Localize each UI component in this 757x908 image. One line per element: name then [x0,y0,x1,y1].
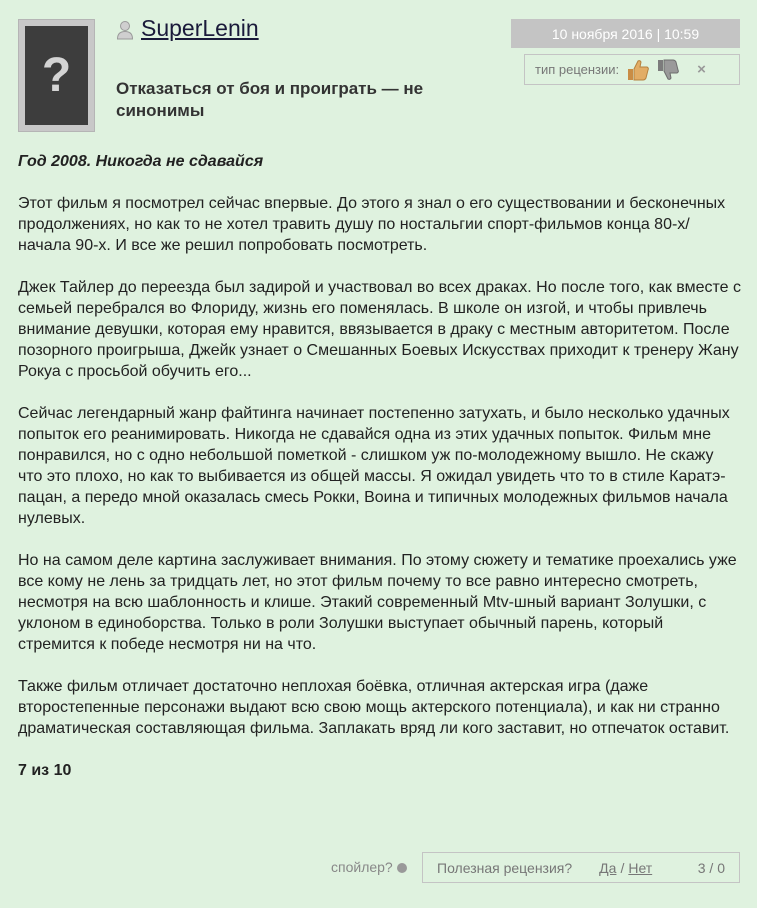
user-icon [116,20,134,40]
useful-question: Полезная рецензия? [437,859,573,876]
vote-no-link[interactable]: Нет [628,859,653,876]
vote-separator: / [620,859,625,876]
spoiler-toggle[interactable] [331,859,407,875]
thumbs-up-icon[interactable] [625,58,651,82]
review-heading: Год 2008. Никогда не сдавайся [18,153,264,170]
review-paragraph: Джек Тайлер до переезда был задирой и участвовал во всех драках. Но после того, как вместе с семьей перебрался во Флориду, жизнь его поменялась. В школе он изгой, и чтобы привлечь внимание девушки, которая ему нравится, ввязывается в драку с местным авторитетом. После позорного проигрыша, Джейк узнает о Смешанных Боевых Искусствах приходит к тренеру Жану Рокуа с просьбой обучить его... [18,279,742,380]
vote-count: 3 / 0 [697,859,725,876]
review-paragraph: Сейчас легендарный жанр файтинга начинает постепенно затухать, и было несколько удачных попыток его реанимировать. Никогда не сдавайся одна из этих удачных попыток. Фильм мне понравился, но с одно небольшой пометкой - слишком уж по-молодежному вышло. Не скажу что это плохо, но как то выбивается из общей массы. Я ожидал увидеть что то в стиле Каратэ-пацан, а передо мной оказалась смесь Рокки, Воина и типичных молодежных фильмов начала нулевых. [18,405,730,527]
review-title: Отказаться от боя и проиграть — не синонимы [116,79,424,120]
review-type-box [524,54,740,85]
review-type-label: тип рецензии: [535,62,620,77]
spoiler-dot-icon [397,863,407,873]
review-body [18,151,742,802]
spoiler-label: спойлер? [331,859,393,875]
review-date: 10 ноября 2016 | 10:59 [511,19,740,48]
useful-review-box [422,852,740,883]
author-username-link[interactable]: SuperLenin [141,15,259,41]
avatar[interactable] [18,19,95,132]
review-paragraph: Но на самом деле картина заслуживает внимания. По этому сюжету и тематике проехались уже все кому не лень за тридцать лет, но этот фильм почему то все равно интересно смотреть, несмотря на всю шаблонность и клише. Этакий современный Mtv-шный вариант Золушки, с уклоном в единоборства. Только в роли Золушки выступает обычный парень, который стремится к победе несмотря ни на что. [18,552,737,653]
thumbs-down-icon[interactable] [655,58,681,82]
review-score: 7 из 10 [18,762,72,779]
close-icon[interactable]: × [697,61,706,78]
review-paragraph: Этот фильм я посмотрел сейчас впервые. До этого я знал о его существовании и бесконечных продолжениях, но как то не хотел травить душу по ностальгии спорт-фильмов конца 80-х/начала 90-х. И все же решил попробовать посмотреть. [18,195,726,254]
vote-yes-link[interactable]: Да [599,859,617,876]
avatar-placeholder: ? [25,26,88,125]
review-paragraph: Также фильм отличает достаточно неплохая боёвка, отличная актерская игра (даже второстепенные персонажи выдают всю свою мощь актерского потенциала), и как ни странно драматическая составляющая фильма. Заплакать вряд ли кого заставит, но отпечаток оставит. [18,678,730,737]
